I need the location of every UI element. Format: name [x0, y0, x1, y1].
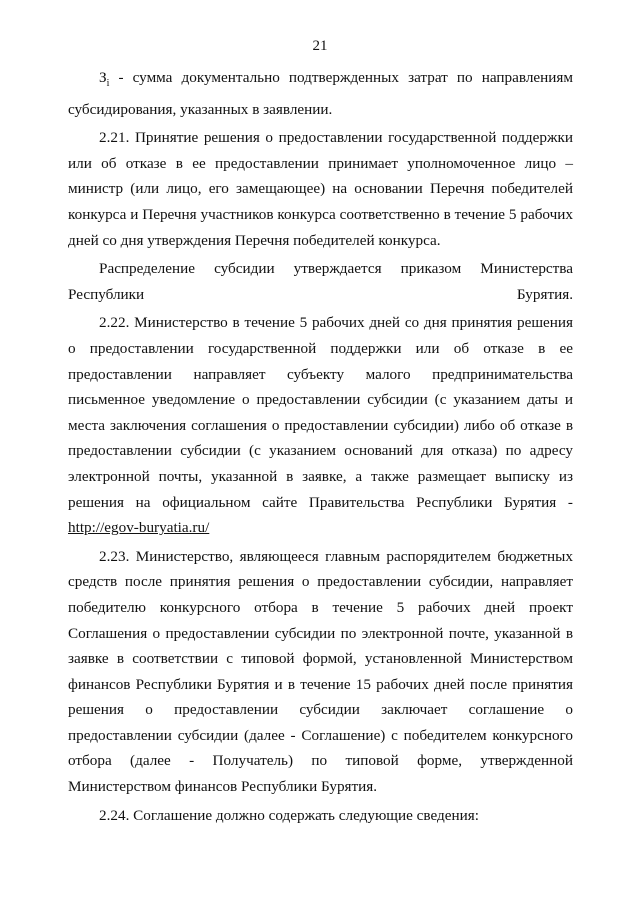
- paragraph-distribution: [68, 256, 573, 307]
- paragraph-text: 2.22. Министерство в течение 5 рабочих дней со дня принятия решения о предоставлении государственной поддержки или об отказе в ее предоставлении направляет субъекту малого предпринимательства письменное уведомление о предоставлении субсидии (с указанием даты и места заключения соглашения о предоставлении субсидии) либо об отказе в предоставлении субсидии (с указанием оснований для отказа) по адресу электронной почты, указанной в заявке, а также размещает выписку из решения на официальном сайте Правительства Республики Бурятия -: [68, 314, 573, 511]
- paragraph-clause-2-24: [68, 803, 573, 829]
- paragraph-clause-2-22: [68, 310, 573, 540]
- paragraph-text: - сумма документально подтвержденных затрат по направлениям субсидирования, указанных в заявлении.: [68, 69, 573, 118]
- document-body: [68, 65, 573, 831]
- paragraph-text: 2.24. Соглашение должно содержать следующие сведения:: [99, 806, 479, 824]
- paragraph-clause-2-21: [68, 125, 573, 253]
- subscript-index: i: [106, 78, 110, 90]
- paragraph-text: Распределение субсидии утверждается приказом Министерства Республики Бурятия.: [68, 260, 573, 303]
- paragraph-zi-definition: [68, 65, 573, 122]
- paragraph-text: 2.21. Принятие решения о предоставлении государственной поддержки или об отказе в ее предоставлении принимает уполномоченное лицо – министр (или лицо, его замещающее) на основании Перечня победителей конкурса и Перечня участников конкурса соответственно в течение 5 рабочих дней со дня утверждения Перечня победителей конкурса.: [68, 129, 573, 249]
- page-number: 21: [312, 38, 328, 54]
- paragraph-clause-2-23: [68, 544, 573, 800]
- paragraph-text: З: [99, 69, 107, 86]
- website-link[interactable]: http://egov-buryatia.ru/: [68, 519, 210, 537]
- paragraph-text: 2.23. Министерство, являющееся главным распорядителем бюджетных средств после принятия решения о предоставлении субсидии, направляет победителю конкурсного отбора в течение 5 рабочих дней проект Соглашения о предоставлении субсидии по электронной почте, указанной в заявке в соответствии с типовой формой, установленной Министерством финансов Республики Бурятия и в течение 15 рабочих дней после принятия решения о предоставлении субсидии заключает соглашение о предоставлении субсидии (далее - Соглашение) с победителем конкурсного отбора (далее - Получатель) по типовой форме, утвержденной Министерством финансов Республики Бурятия.: [68, 547, 573, 796]
